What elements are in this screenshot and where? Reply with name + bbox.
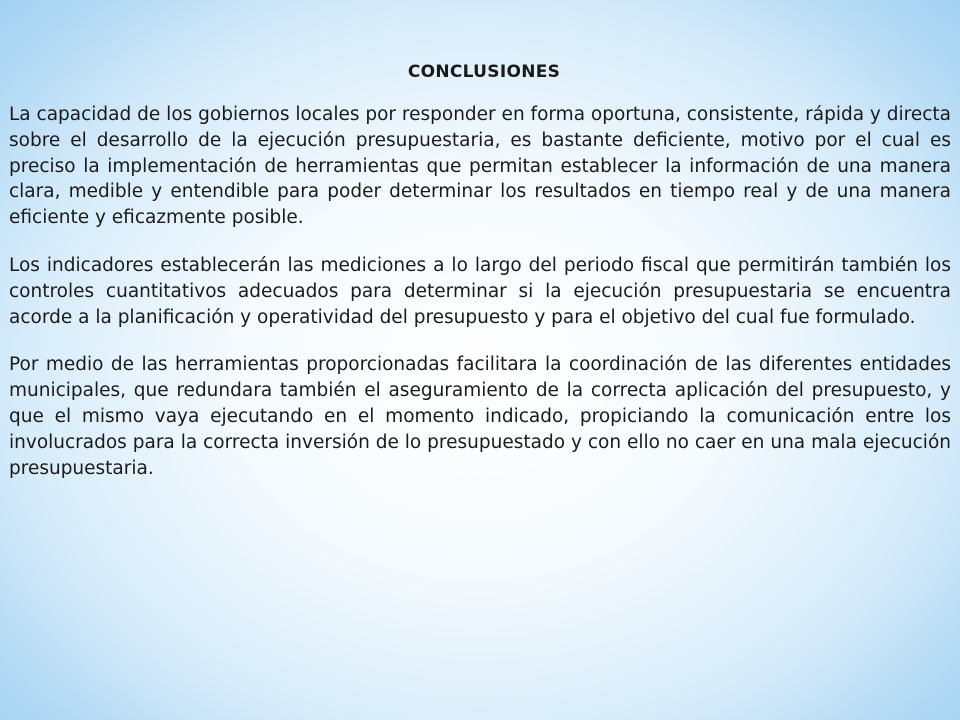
paragraph-3: Por medio de las herramientas proporcionadas facilitara la coordinación de las diferentes entidades municipales, que redundara también el aseguramiento de la correcta aplicación del presupuesto, y que el mismo vaya ejecutando en el momento indicado, propiciando la comunicación entre los involucrados para la correcta inversión de lo presupuestado y con ello no caer en una mala ejecución presupuestaria. [9, 354, 951, 479]
slide-title: CONCLUSIONES [407, 62, 561, 82]
paragraph-1: La capacidad de los gobiernos locales por responder en forma oportuna, consistente, rápida y directa sobre el desarrollo de la ejecución presupuestaria, es bastante deficiente, motivo por el cual es preciso la implementación de herramientas que permitan establecer la información de una manera clara, medible y entendible para poder determinar los resultados en tiempo real y de una manera eficiente y eficazmente posible. [9, 104, 951, 229]
slide-content [9, 60, 951, 503]
paragraph-2: Los indicadores establecerán las mediciones a lo largo del periodo fiscal que permitirán también los controles cuantitativos adecuados para determinar si la ejecución presupuestaria se encuentra acorde a la planificación y operatividad del presupuesto y para el objetivo del cual fue formulado. [9, 254, 951, 328]
